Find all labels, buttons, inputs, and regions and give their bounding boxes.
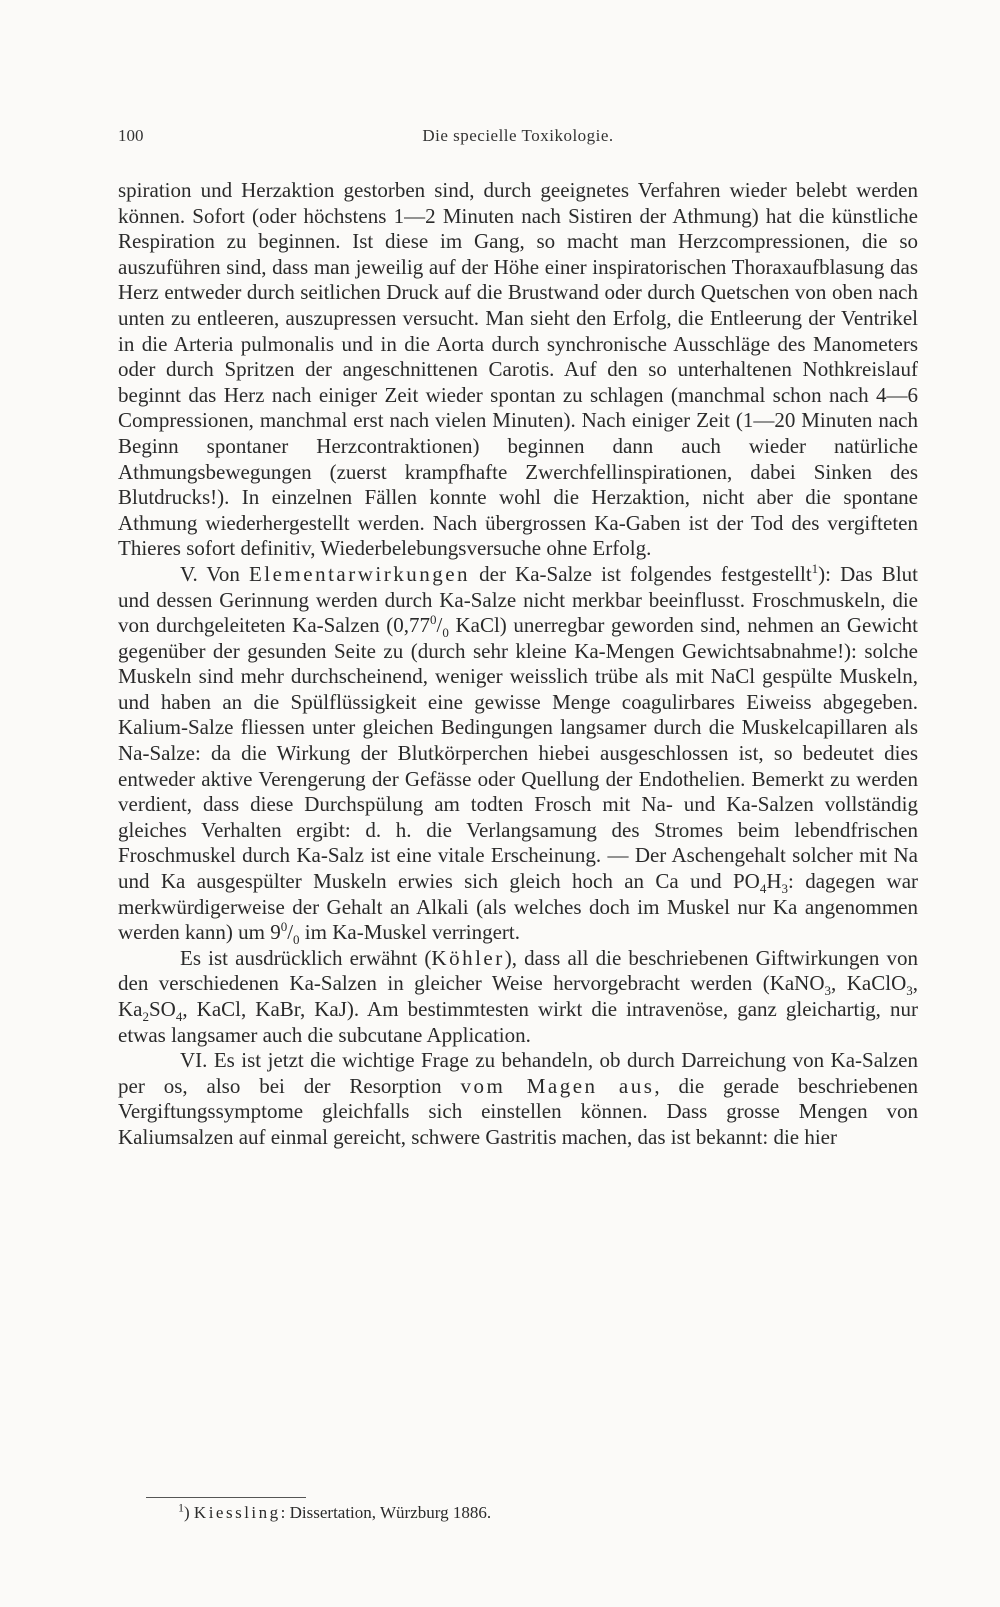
subscript-4b: 4	[175, 1009, 183, 1025]
paragraph-3	[118, 946, 918, 1048]
page-header	[118, 120, 918, 152]
paragraph-3-text-d: , Ka	[118, 971, 919, 1021]
book-page	[118, 120, 918, 1151]
subscript-3a: 3	[824, 983, 832, 999]
paragraph-2-text-d: KaCl) unerregbar geworden sind, nehmen an Gewicht gegenüber der gesunden Seite zu (durch sehr kleine Ka-Mengen Gewichtsabnahme!): solche Muskeln sind mehr durchscheinend, weniger weisslich trübe als mit NaCl gespülte Muskeln, und haben an die Spülflüssigkeit eine gewisse Menge coagulirbares Eiweiss abgegeben. Kalium-Salze fliessen unter gleichen Bedingungen langsamer durch die Muskelcapillaren als Na-Salze: da die Wirkung der Blutkörperchen hiebei ausgeschlossen ist, so bedeutet dies entweder aktive Verengerung der Gefässe oder Quellung der Endothelien. Bemerkt zu werden verdient, dass diese Durchspülung am todten Frosch mit Na- und Ka-Salzen vollständig gleiches Verhalten ergibt: d. h. die Verlangsamung des Stromes beim lebendfrischen Froschmuskel durch Ka-Salz ist eine vitale Erscheinung. — Der Aschengehalt solcher mit Na und Ka ausgespülter Muskeln erwies sich gleich hoch an Ca und PO	[118, 613, 918, 894]
footnote-mark: 1	[178, 1500, 184, 1515]
running-title: Die specielle Toxikologie.	[422, 126, 614, 145]
paragraph-4-text-b: , die gerade beschriebenen Vergiftungssymptome gleichfalls sich einstellen können. Dass grosse Mengen von Kaliumsalzen auf einmal gereicht, schwere Gastritis machen, das ist bekannt: die hier	[118, 1073, 918, 1149]
paragraph-3-text-e: SO	[149, 997, 176, 1021]
paragraph-4-text-a: VI. Es ist jetzt die wichtige Frage zu behandeln, ob durch Darreichung von Ka-Salzen per os, also bei der Resorption	[118, 1048, 918, 1098]
paragraph-3-text-a: Es ist ausdrücklich erwähnt (	[180, 945, 432, 970]
subscript-4: 4	[759, 881, 767, 897]
percent-sup-2: 0	[280, 919, 288, 935]
paragraph-2-text-a: der Ka-Salze ist folgendes festgestellt	[479, 561, 812, 586]
subscript-3b: 3	[906, 983, 913, 999]
footnote: $^1$) Kiessling: Dissertation, Würzburg 1886.	[178, 1500, 492, 1522]
paragraph-1-text: spiration und Herzaktion gestorben sind, durch geeignetes Verfahren wieder belebt werden können. Sofort (oder höchstens 1—2 Minuten nach Sistiren der Athmung) hat die künstliche Respiration zu beginnen. Ist diese im Gang, so macht man Herzcompressionen, die so auszuführen sind, dass man jeweilig auf der Höhe einer inspiratorischen Thoraxaufblasung das Herz entweder durch seitlichen Druck auf die Brustwand oder durch Quetschen von oben nach unten zu entleeren, auszupressen versucht. Man sieht den Erfolg, die Entleerung der Ventrikel in die Arteria pulmonalis und in die Aorta durch synchronische Ausschläge des Manometers oder durch Spritzen der angeschnittenen Carotis. Auf den so unterhaltenen Nothkreislauf beginnt das Herz nach einiger Zeit wieder spontan zu schlagen (manchmal schon nach 4—6 Compressionen, manchmal erst nach vielen Minuten). Nach einiger Zeit (1—20 Minuten nach Beginn spontaner Herzcontraktionen) beginnen dann auch wieder natürliche Athmungsbewegungen (zuerst krampfhafte Zwerchfellinspirationen, dabei Sinken des Blutdrucks!). In einzelnen Fällen konnte wohl die Herzaktion, nicht aber die spontane Athmung wiederhergestellt werden. Nach übergrossen Ka-Gaben ist der Tod des vergifteten Thieres sofort definitiv, Wiederbelebungsversuche ohne Erfolg.	[118, 178, 918, 561]
subscript-2: 2	[142, 1009, 149, 1025]
subscript-3: 3	[781, 881, 788, 897]
paragraph-3-text-b: ), dass all die beschriebenen Giftwirkungen von den verschiedenen Ka-Salzen in gleicher Weise hervorgebracht werden (KaNO	[118, 945, 918, 996]
paragraph-2-text-f: : dagegen war merkwürdigerweise der Gehalt an Alkali (als welches doch im Muskel nur Ka angenommen werden kann) um 9	[118, 869, 919, 945]
paragraph-4	[118, 1048, 918, 1150]
paragraph-3-text-c: , KaClO	[831, 971, 907, 996]
footnote-author: Kiessling	[193, 1503, 281, 1522]
section-v-lead: V. Von	[180, 561, 240, 586]
emphasis-vom-magen-aus: vom Magen aus	[460, 1073, 655, 1098]
paragraph-2-text-e: H	[766, 869, 782, 894]
emphasis-elementarwirkungen: Elementarwirkungen	[248, 561, 471, 586]
paragraph-3-text-f: , KaCl, KaBr, KaJ). Am bestimmtesten wirkt die intravenöse, ganz gleichartig, nur etwas langsamer auch die subcutane Application.	[118, 997, 918, 1047]
footnote-text: : Dissertation, Würzburg 1886.	[280, 1503, 492, 1522]
paragraph-2-text-b: ): Das Blut und dessen Gerinnung werden durch Ka-Salze nicht merkbar beeinflusst. Froschmuskeln, die von durchgeleiteten Ka-Salzen (0,77	[118, 561, 918, 638]
footnote-ref: 1	[811, 560, 819, 576]
emphasis-koehler: Köhler	[431, 945, 505, 970]
page-number: 100	[118, 126, 144, 145]
footnote-divider	[146, 1497, 306, 1498]
percent-sub-2: 0	[293, 932, 300, 948]
percent-slash: /	[436, 613, 443, 638]
paragraph-1	[118, 178, 918, 562]
percent-sup: 0	[430, 612, 437, 628]
paragraph-2-text-g: im Ka-Muskel verringert.	[299, 920, 520, 945]
paragraph-2	[118, 562, 918, 946]
percent-sub: 0	[442, 625, 449, 641]
percent-slash-2: /	[287, 920, 294, 945]
body-text	[118, 178, 918, 1151]
